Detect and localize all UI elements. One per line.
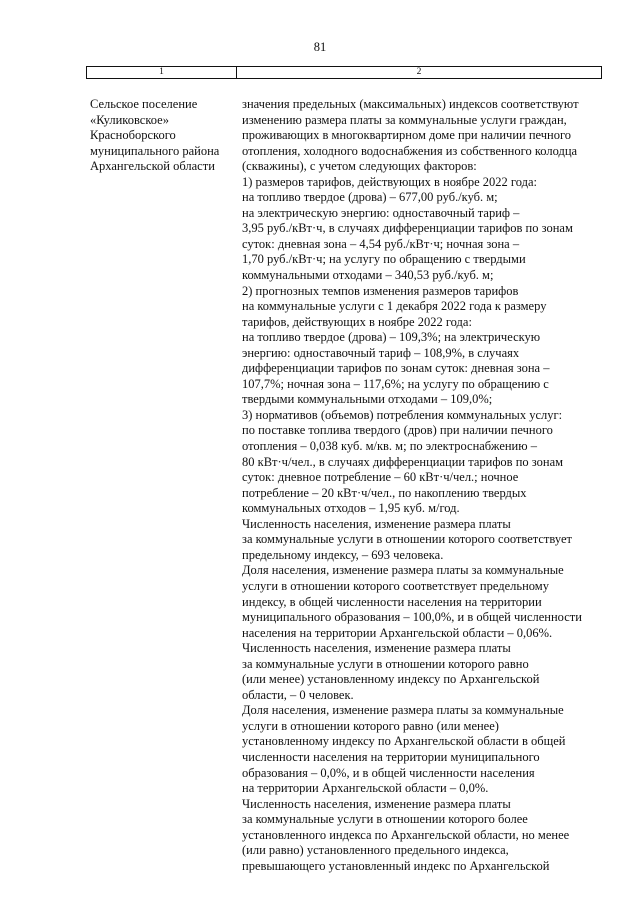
text-line: Численность населения, изменение размера платы [242, 796, 511, 811]
page-number: 81 [313, 40, 327, 54]
text-line: на топливо твердое (дрова) – 109,3%; на электрическую [242, 330, 541, 345]
text-line: твердыми коммунальными отходами – 109,0%; [242, 392, 493, 407]
text-line: численности населения на территории муниципального [242, 749, 540, 764]
text-line: Доля населения, изменение размера платы за коммунальные [242, 563, 564, 578]
text-line: предельному индексу, – 693 человека. [242, 547, 444, 562]
text-line: муниципального образования – 100,0%, и в общей численности [242, 610, 582, 625]
text-line: за коммунальные услуги в отношении которого более [242, 812, 528, 827]
table-header-row [86, 66, 602, 79]
region-name-line: Красноборского [90, 128, 176, 142]
text-line: Численность населения, изменение размера платы [242, 516, 511, 531]
text-line: на коммунальные услуги с 1 декабря 2022 года к размеру [242, 299, 547, 314]
text-line: 3) нормативов (объемов) потребления коммунальных услуг: [242, 407, 563, 422]
text-line: области, – 0 человек. [242, 687, 354, 702]
text-line: (или равно) установленного предельного индекса, [242, 843, 509, 858]
text-line: населения на территории Архангельской области – 0,06%. [242, 625, 553, 640]
text-line: услуги в отношении которого соответствует предельному [242, 578, 549, 593]
text-line: по поставке топлива твердого (дров) при наличии печного [242, 423, 553, 438]
text-line: 3,95 руб./кВт·ч, в случаях дифференциации тарифов по зонам [242, 221, 573, 236]
text-line: энергию: одноставочный тариф – 108,9%, в случаях [242, 345, 520, 360]
region-name-line: Сельское поселение [90, 97, 198, 111]
text-line: 107,7%; ночная зона – 117,6%; на услугу по обращению с [242, 376, 549, 391]
table-header-col-1: 1 [87, 67, 237, 78]
text-line: за коммунальные услуги в отношении которого равно [242, 656, 529, 671]
text-line: потребление – 20 кВт·ч/чел., по накоплению твердых [242, 485, 527, 500]
text-line: (скважины), с учетом следующих факторов: [242, 159, 477, 174]
text-line: 1) размеров тарифов, действующих в ноябре 2022 года: [242, 174, 538, 189]
region-name-cell [90, 97, 238, 175]
text-line: на топливо твердое (дрова) – 677,00 руб./куб. м; [242, 190, 498, 205]
text-line: на электрическую энергию: одноставочный тариф – [242, 205, 520, 220]
text-line: дифференциации тарифов по зонам суток: дневная зона – [242, 361, 550, 376]
text-line: 2) прогнозных темпов изменения размеров тарифов [242, 283, 519, 298]
text-line: (или менее) установленному индексу по Архангельской [242, 672, 540, 687]
text-line: установленного индекса по Архангельской области, но менее [242, 827, 570, 842]
text-line: на территории Архангельской области – 0,0%. [242, 781, 489, 796]
text-line: проживающих в многоквартирном доме при наличии печного [242, 128, 572, 143]
region-name-line: «Куликовское» [90, 112, 169, 127]
region-name-line: муниципального района [90, 143, 220, 158]
text-line: Доля населения, изменение размера платы за коммунальные [242, 703, 564, 718]
text-line: отопления – 0,038 куб. м/кв. м; по электроснабжению – [242, 439, 537, 454]
description-cell [242, 97, 602, 874]
text-line: индексу, в общей численности населения на территории [242, 594, 542, 609]
text-line: коммунальными отходами – 340,53 руб./куб. м; [242, 268, 494, 283]
text-line: услуги в отношении которого равно (или менее) [242, 718, 499, 733]
text-line: значения предельных (максимальных) индексов соответствуют [242, 97, 579, 111]
text-line: превышающего установленный индекс по Архангельской [242, 858, 550, 873]
table-header-col-2: 2 [416, 66, 422, 77]
text-line: суток: дневная зона – 4,54 руб./кВт·ч; ночная зона – [242, 236, 520, 251]
text-line: коммунальных отходов – 1,95 куб. м/год. [242, 501, 460, 516]
text-line: изменению размера платы за коммунальные услуги граждан, [242, 112, 567, 127]
text-line: 1,70 руб./кВт·ч; на услугу по обращению с твердыми [242, 252, 526, 267]
text-line: образования – 0,0%, и в общей численности населения [242, 765, 535, 780]
text-line: суток: дневное потребление – 60 кВт·ч/чел.; ночное [242, 470, 519, 485]
text-line: 80 кВт·ч/чел., в случаях дифференциации тарифов по зонам [242, 454, 564, 469]
text-line: за коммунальные услуги в отношении которого соответствует [242, 532, 572, 547]
region-name-line: Архангельской области [90, 159, 215, 173]
text-line: установленному индексу по Архангельской области в общей [242, 734, 566, 749]
text-line: отопления, холодного водоснабжения из собственного колодца [242, 143, 578, 158]
text-line: тарифов, действующих в ноябре 2022 года: [242, 314, 472, 329]
text-line: Численность населения, изменение размера платы [242, 641, 511, 656]
